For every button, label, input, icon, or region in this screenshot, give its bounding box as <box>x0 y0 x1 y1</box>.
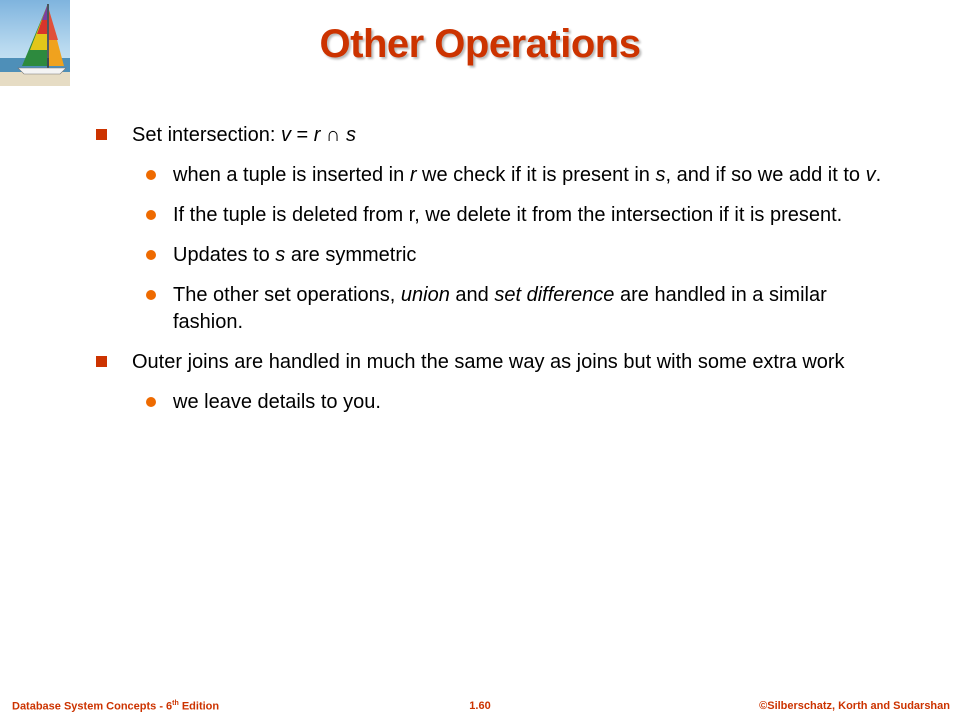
bullet-text-run: If the tuple is deleted from r, we delete it from the intersection if it is present. <box>173 204 843 226</box>
bullet-text-run: v <box>280 124 291 146</box>
bullet-text-run: , and if so we add it to <box>665 164 866 186</box>
slide-footer <box>0 700 960 718</box>
bullet-text-run: when a tuple is inserted in <box>173 164 410 186</box>
round-bullet-icon <box>146 250 156 260</box>
square-bullet-icon <box>96 356 107 367</box>
bullet-text-run: are handled in a similar fashion. <box>173 284 827 333</box>
bullet-text-run: r <box>313 124 321 146</box>
bullet-text-run: s <box>655 164 666 186</box>
bullet-text-run: we check if it is present in <box>416 164 656 186</box>
round-bullet-icon <box>146 290 156 300</box>
bullet-text-run: Updates to <box>173 244 276 266</box>
round-bullet-icon <box>146 170 156 180</box>
bullet-text-run: set difference <box>494 284 615 306</box>
footer-page-number: 1.60 <box>469 700 491 712</box>
bullet-text-run: Set intersection: <box>132 124 281 146</box>
bullet-list <box>96 122 886 416</box>
bullet-text-run: and <box>449 284 495 306</box>
footer-book-title-suffix: Edition <box>178 700 220 713</box>
bullet-text-run: v <box>865 164 876 186</box>
bullet-item <box>96 122 886 149</box>
footer-copyright: ©Silberschatz, Korth and Sudarshan <box>759 700 950 712</box>
page-title: Other Operations <box>319 22 641 66</box>
bullet-text-run: we leave details to you. <box>173 391 381 413</box>
round-bullet-icon <box>146 397 156 407</box>
square-bullet-icon <box>96 129 107 140</box>
bullet-item <box>96 349 886 376</box>
sub-bullet-item <box>96 282 886 336</box>
footer-edition-sup: th <box>172 700 179 707</box>
sub-bullet-item <box>96 162 886 189</box>
sub-bullet-item <box>96 202 886 229</box>
bullet-text-run: s <box>275 244 286 266</box>
bullet-text-run: are symmetric <box>285 244 417 266</box>
bullet-text-run: The other set operations, <box>173 284 401 306</box>
sub-bullet-item <box>96 242 886 269</box>
bullet-text-run: Outer joins are handled in much the same way as joins but with some extra work <box>132 351 845 373</box>
bullet-text-run: . <box>875 164 882 186</box>
sub-bullet-item <box>96 389 886 416</box>
bullet-text-run: r <box>409 164 417 186</box>
bullet-text-run: union <box>400 284 450 306</box>
footer-book-title-text: Database System Concepts - 6 <box>12 700 173 713</box>
bullet-text-run: s <box>345 124 356 146</box>
round-bullet-icon <box>146 210 156 220</box>
bullet-text-run: = <box>290 124 314 146</box>
bullet-text-run: ∩ <box>320 124 346 146</box>
